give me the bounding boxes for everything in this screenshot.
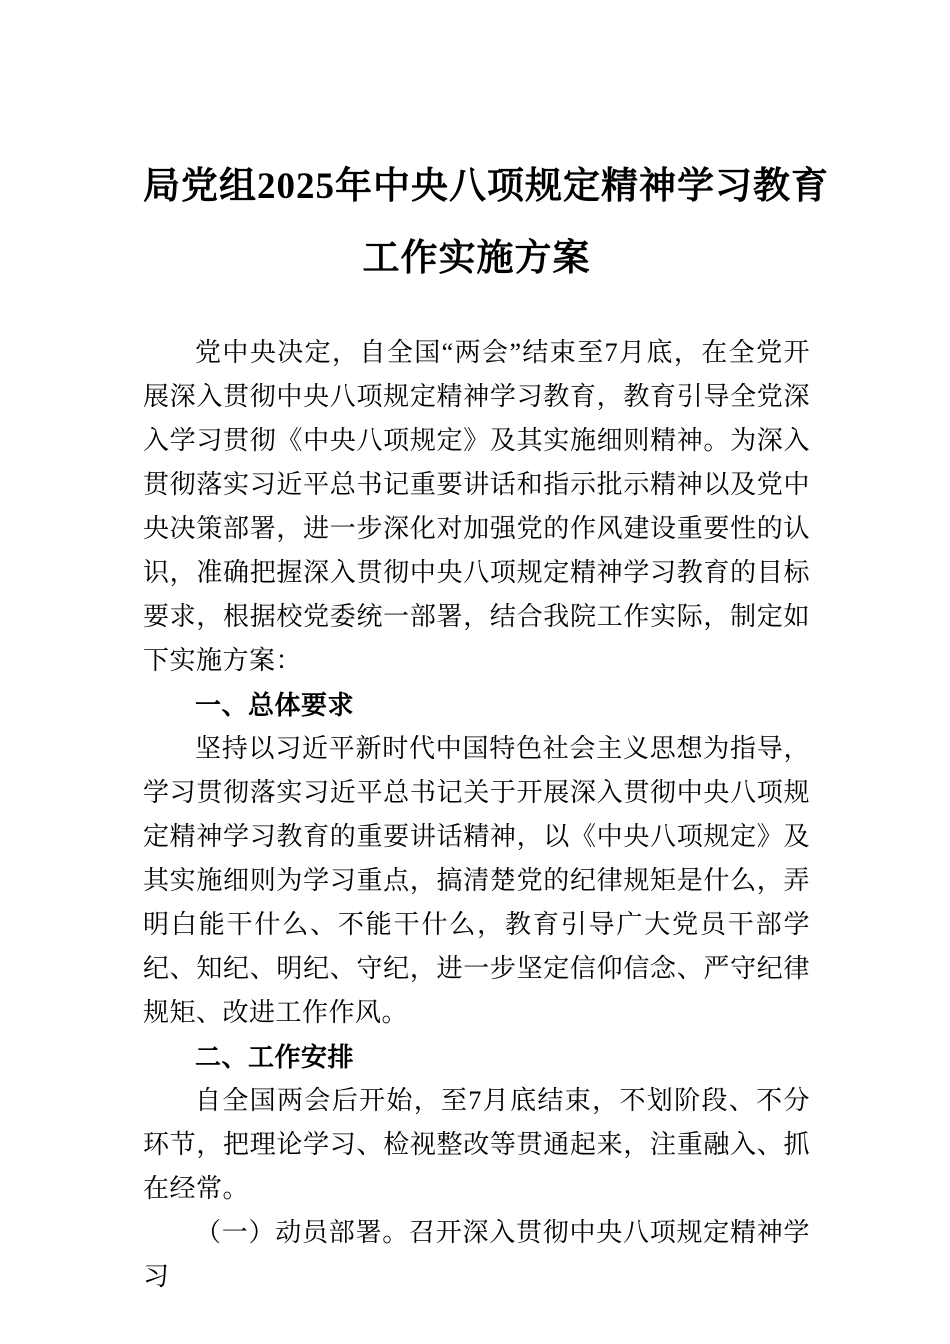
document-title-line-1: 局党组2025年中央八项规定精神学习教育 bbox=[143, 166, 829, 207]
section-heading-overall-requirements: 一、总体要求 bbox=[195, 690, 355, 720]
paragraph-overall-requirements: 坚持以习近平新时代中国特色社会主义思想为指导，学习贯彻落实习近平总书记关于开展深入贯彻中央八项规定精神学习教育的重要讲话精神，以《中央八项规定》及其实施细则为学习重点，搞清楚党的纪律规矩是什么，弄明白能干什么、不能干什么，教育引导广大党员干部学纪、知纪、明纪、守纪，进一步坚定信仰信念、严守纪律规矩、改进工作作风。 bbox=[143, 734, 810, 1027]
paragraph-work-arrangement: 自全国两会后开始，至7月底结束，不划阶段、不分环节，把理论学习、检视整改等贯通起来，注重融入、抓在经常。 bbox=[143, 1086, 810, 1203]
document-title-line-2: 工作实施方案 bbox=[362, 238, 591, 279]
paragraph-intro: 党中央决定，自全国“两会”结束至7月底，在全党开展深入贯彻中央八项规定精神学习教育，教育引导全党深入学习贯彻《中央八项规定》及其实施细则精神。为深入贯彻落实习近平总书记重要讲话和指示批示精神以及党中央决策部署，进一步深化对加强党的作风建设重要性的认识，准确把握深入贯彻中央八项规定精神学习教育的目标要求，根据校党委统一部署，结合我院工作实际，制定如下实施方案： bbox=[143, 338, 810, 675]
document-title bbox=[143, 151, 829, 295]
paragraph-mobilization-deployment-partial: （一）动员部署。召开深入贯彻中央八项规定精神学习 bbox=[143, 1218, 810, 1291]
document-body bbox=[143, 331, 810, 1299]
section-heading-work-arrangement: 二、工作安排 bbox=[195, 1042, 355, 1072]
